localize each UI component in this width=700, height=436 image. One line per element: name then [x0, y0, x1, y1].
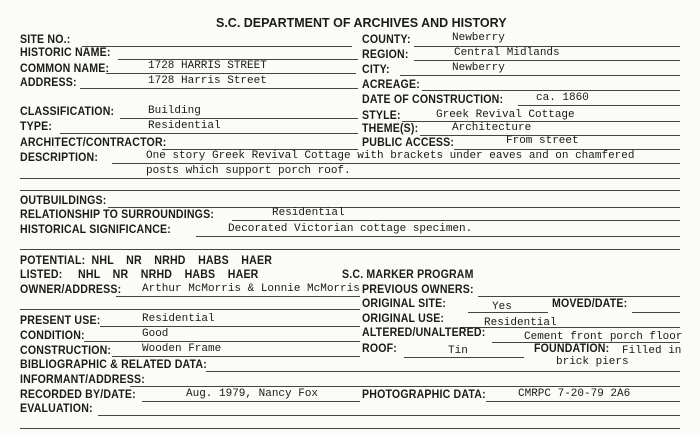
owner-line	[116, 296, 360, 297]
informant-label: INFORMANT/ADDRESS:	[20, 374, 145, 386]
classification-value: Building	[148, 105, 201, 117]
photo-line	[486, 401, 680, 402]
type-line	[60, 133, 358, 134]
recorded-label: RECORDED BY/DATE:	[20, 389, 136, 401]
address-label: ADDRESS:	[20, 77, 77, 89]
region-label: REGION:	[362, 49, 409, 61]
construction-line	[112, 356, 360, 357]
address-line	[80, 88, 358, 89]
common-name-label: COMMON NAME:	[20, 63, 110, 75]
recorded-line	[142, 401, 360, 402]
type-value: Residential	[148, 120, 221, 132]
county-value: Newberry	[452, 32, 505, 44]
condition-label: CONDITION:	[20, 330, 85, 342]
description-rule-3	[20, 190, 680, 191]
description-rule-2	[20, 178, 680, 179]
photo-label: PHOTOGRAPHIC DATA:	[362, 389, 486, 401]
original-use-value: Residential	[484, 317, 557, 329]
condition-value: Good	[142, 328, 169, 340]
present-use-value: Residential	[142, 313, 215, 325]
significance-value: Decorated Victorian cottage specimen.	[228, 223, 473, 235]
date-value: ca. 1860	[536, 92, 589, 104]
architect-label: ARCHITECT/CONTRACTOR:	[20, 137, 167, 149]
classification-label: CLASSIFICATION:	[20, 106, 115, 118]
access-line	[454, 149, 680, 150]
informant-line	[130, 386, 680, 387]
bibliographic-label: BIBLIOGRAPHIC & RELATED DATA:	[20, 359, 207, 371]
original-site-label: ORIGINAL SITE:	[362, 298, 447, 310]
condition-line	[84, 341, 360, 342]
roof-line	[404, 357, 524, 358]
original-site-value: Yes	[492, 301, 512, 313]
description-label: DESCRIPTION:	[20, 152, 99, 164]
construction-label: CONSTRUCTION:	[20, 345, 112, 357]
potential-row: POTENTIAL: NHL NR NRHD HABS HAER	[20, 255, 273, 267]
classification-line	[120, 118, 358, 119]
original-use-line	[460, 327, 680, 328]
previous-owners-line	[478, 296, 680, 297]
style-line	[402, 121, 680, 122]
access-label: PUBLIC ACCESS:	[362, 137, 455, 149]
moved-line	[632, 312, 680, 313]
outbuildings-label: OUTBUILDINGS:	[20, 195, 107, 207]
recorded-value: Aug. 1979, Nancy Fox	[186, 388, 319, 400]
region-value: Central Midlands	[454, 47, 560, 59]
form-title: S.C. DEPARTMENT OF ARCHIVES AND HISTORY	[216, 16, 507, 30]
foundation-label: FOUNDATION:	[534, 343, 610, 355]
city-line	[400, 75, 680, 76]
relationship-label: RELATIONSHIP TO SURROUNDINGS:	[20, 209, 215, 221]
present-use-label: PRESENT USE:	[20, 315, 101, 327]
bibliographic-line	[206, 371, 680, 372]
roof-label: ROOF:	[362, 343, 398, 355]
historic-name-label: HISTORIC NAME:	[20, 47, 111, 59]
roof-value: Tin	[448, 345, 468, 357]
theme-value: Architecture	[452, 122, 532, 134]
evaluation-label: EVALUATION:	[20, 403, 93, 415]
site-no-label: SITE NO.:	[20, 34, 71, 46]
relationship-line	[232, 220, 680, 221]
site-no-line	[82, 46, 352, 47]
description-line-2: posts which support porch roof.	[146, 165, 351, 177]
style-label: STYLE:	[362, 110, 401, 122]
evaluation-rule-2	[20, 428, 680, 429]
altered-label: ALTERED/UNALTERED:	[362, 327, 486, 339]
construction-value: Wooden Frame	[142, 343, 222, 355]
marker-program: S.C. MARKER PROGRAM	[342, 269, 474, 281]
foundation-value-1: Filled in	[622, 345, 682, 357]
listed-row: LISTED: NHL NR NRHD HABS HAER	[20, 269, 259, 281]
original-use-label: ORIGINAL USE:	[362, 313, 445, 325]
date-label: DATE OF CONSTRUCTION:	[362, 94, 504, 106]
common-name-line	[106, 73, 356, 74]
style-value: Greek Revival Cottage	[436, 109, 575, 121]
evaluation-line	[98, 415, 680, 416]
date-line	[518, 105, 680, 106]
type-label: TYPE:	[20, 121, 53, 133]
owner-label: OWNER/ADDRESS:	[20, 284, 122, 296]
significance-line	[196, 236, 680, 237]
moved-label: MOVED/DATE:	[552, 298, 628, 310]
photo-value: CMRPC 7-20-79 2A6	[518, 388, 631, 400]
city-value: Newberry	[452, 62, 505, 74]
owner-value: Arthur McMorris & Lonnie McMorris	[142, 283, 360, 295]
description-rule-1	[112, 163, 680, 164]
acreage-line	[422, 90, 680, 91]
relationship-value: Residential	[272, 207, 345, 219]
common-name-value: 1728 HARRIS STREET	[148, 60, 267, 72]
region-line	[414, 60, 680, 61]
theme-label: THEME(S):	[362, 123, 419, 135]
foundation-value-2: brick piers	[556, 356, 629, 368]
county-label: COUNTY:	[362, 34, 411, 46]
original-site-line	[468, 312, 548, 313]
access-value: From street	[506, 135, 579, 147]
altered-value-1: Cement front porch floor	[524, 331, 683, 343]
outbuildings-line	[108, 207, 680, 208]
previous-owners-label: PREVIOUS OWNERS:	[362, 284, 474, 296]
significance-label: HISTORICAL SIGNIFICANCE:	[20, 224, 171, 236]
present-use-line	[100, 326, 360, 327]
description-line-1: One story Greek Revival Cottage with brackets under eaves and on chamfered	[146, 150, 635, 162]
significance-rule-2	[20, 249, 680, 250]
address-value: 1728 Harris Street	[148, 75, 267, 87]
city-label: CITY:	[362, 64, 390, 76]
acreage-label: ACREAGE:	[362, 79, 420, 91]
owner-rule-2	[20, 309, 360, 310]
